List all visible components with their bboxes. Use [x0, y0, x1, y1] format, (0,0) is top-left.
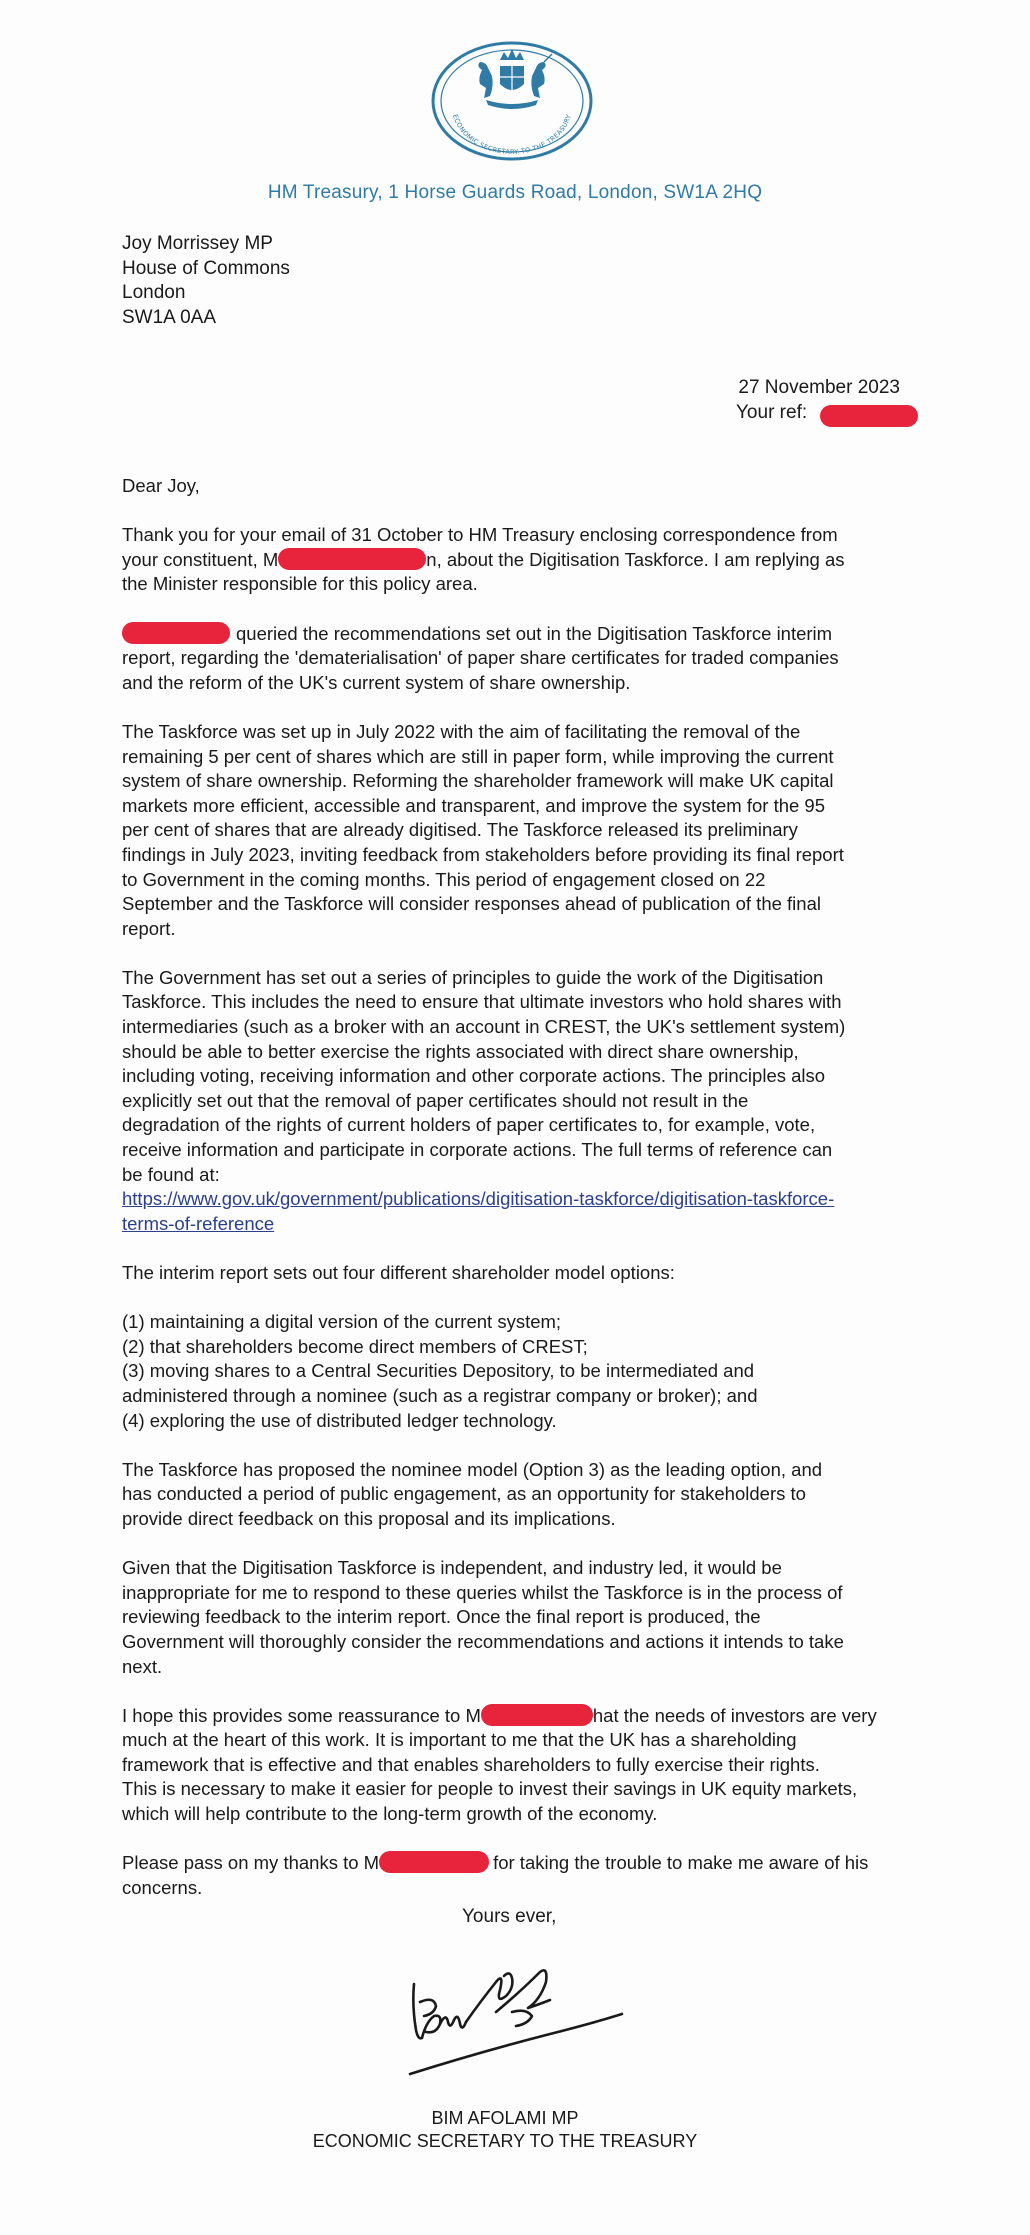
royal-crest-logo — [430, 40, 594, 162]
text-fragment: hat the needs of investors are very — [592, 1704, 877, 1726]
text-line: including voting, receiving information and other corporate actions. The principles also — [122, 1065, 826, 1087]
text-line: much at the heart of this work. It is important to me that the UK has a shareholding — [122, 1729, 797, 1751]
letter-body — [122, 474, 912, 1900]
text-fragment: I hope this provides some reassurance to M — [122, 1704, 481, 1726]
text-fragment: n, about the Digitisation Taskforce. I am replying as — [426, 548, 845, 570]
text-line: The Taskforce has proposed the nominee model (Option 3) as the leading option, and — [122, 1458, 823, 1480]
text-line: remaining 5 per cent of shares which are still in paper form, while improving the current — [122, 745, 834, 767]
text-line: report, regarding the 'dematerialisation' of paper share certificates for traded companies — [122, 647, 839, 669]
date-reference-block — [700, 376, 900, 426]
paragraph — [122, 1458, 912, 1532]
text-line: should be able to better exercise the rights associated with direct share ownership, — [122, 1040, 799, 1062]
text-line — [122, 1851, 912, 1876]
text-line: next. — [122, 1655, 163, 1677]
signatory-block — [0, 2107, 1030, 2153]
text-line: markets more efficient, accessible and transparent, and improve the system for the 95 — [122, 794, 825, 816]
paragraph — [122, 1851, 912, 1900]
recipient-city: London — [122, 282, 186, 303]
paragraph — [122, 622, 912, 696]
paragraph — [122, 966, 912, 1237]
paragraph — [122, 1704, 912, 1827]
text-line: degradation of the rights of current holders of paper certificates to, for example, vote, — [122, 1114, 816, 1136]
reference-label: Your ref: — [736, 401, 808, 423]
text-line: the Minister responsible for this policy area. — [122, 573, 478, 595]
text-line: Given that the Digitisation Taskforce is independent, and industry led, it would be — [122, 1557, 782, 1579]
link-text[interactable]: terms-of-reference — [122, 1212, 275, 1234]
text-line — [122, 1704, 912, 1729]
text-line: system of share ownership. Reforming the shareholder framework will make UK capital — [122, 770, 834, 792]
text-line: reviewing feedback to the interim report. Once the final report is produced, the — [122, 1606, 761, 1628]
text-fragment: for taking the trouble to make me aware of his — [493, 1852, 869, 1874]
text-line: per cent of shares that are already digitised. The Taskforce released its preliminary — [122, 819, 798, 841]
redaction-mark — [122, 622, 230, 644]
salutation: Dear Joy, — [122, 475, 200, 496]
paragraph — [122, 1556, 912, 1679]
text-line: report. — [122, 917, 176, 939]
text-line: which will help contribute to the long-term growth of the economy. — [122, 1803, 658, 1825]
text-fragment: your constituent, M — [122, 548, 279, 570]
terms-of-reference-link[interactable] — [122, 1187, 912, 1212]
redaction-mark — [379, 1851, 489, 1873]
text-line: inappropriate for me to respond to these queries whilst the Taskforce is in the process of — [122, 1581, 843, 1603]
text-fragment: Please pass on my thanks to M — [122, 1852, 380, 1874]
signatory-title: ECONOMIC SECRETARY TO THE TREASURY — [312, 2131, 698, 2151]
list-item: (2) that shareholders become direct members of CREST; — [122, 1335, 588, 1357]
text-line: intermediaries (such as a broker with an account in CREST, the UK's settlement system) — [122, 1016, 846, 1038]
crest-icon — [430, 40, 594, 162]
text-line: Government will thoroughly consider the recommendations and actions it intends to take — [122, 1630, 844, 1652]
text-line: Taskforce. This includes the need to ensure that ultimate investors who hold shares with — [122, 991, 842, 1013]
closing: Yours ever, — [462, 1906, 557, 1927]
text-fragment: queried the recommendations set out in the Digitisation Taskforce interim — [236, 622, 833, 644]
text-line: has conducted a period of public engagement, as an opportunity for stakeholders to — [122, 1483, 806, 1505]
redaction-mark — [481, 1704, 593, 1726]
recipient-name: Joy Morrissey MP — [122, 233, 273, 254]
paragraph — [122, 720, 912, 941]
text-line — [122, 622, 912, 647]
text-line: This is necessary to make it easier for people to invest their savings in UK equity markets, — [122, 1778, 858, 1800]
list-item: (4) exploring the use of distributed ledger technology. — [122, 1409, 557, 1431]
recipient-address-block — [122, 232, 290, 330]
text-line: Thank you for your email of 31 October to HM Treasury enclosing correspondence from — [122, 524, 838, 546]
recipient-postcode: SW1A 0AA — [122, 306, 216, 328]
terms-of-reference-link-continued[interactable] — [122, 1212, 912, 1237]
text-line: The Government has set out a series of principles to guide the work of the Digitisation — [122, 966, 824, 988]
redaction-mark — [278, 548, 426, 570]
text-line: findings in July 2023, inviting feedback from stakeholders before providing its final report — [122, 843, 844, 865]
text-line: and the reform of the UK's current system of share ownership. — [122, 671, 631, 693]
text-line: framework that is effective and that enables shareholders to fully exercise their rights. — [122, 1753, 820, 1775]
sender-address: HM Treasury, 1 Horse Guards Road, London, SW1A 2HQ — [267, 182, 763, 203]
text-line — [122, 548, 912, 573]
list-item: administered through a nominee (such as a registrar company or broker); and — [122, 1384, 758, 1406]
text-line: explicitly set out that the removal of paper certificates should not result in the — [122, 1089, 749, 1111]
letter-date: 27 November 2023 — [738, 377, 900, 398]
text-line: concerns. — [122, 1876, 203, 1898]
signatory-name: BIM AFOLAMI MP — [431, 2108, 579, 2128]
options-list — [122, 1310, 912, 1433]
reference-row — [700, 401, 900, 426]
text-line: The Taskforce was set up in July 2022 with the aim of facilitating the removal of the — [122, 720, 801, 742]
link-text[interactable]: https://www.gov.uk/government/publications/digitisation-taskforce/digitisation-taskforce- — [122, 1188, 835, 1210]
redaction-mark — [820, 405, 918, 427]
text-line: September and the Taskforce will consider responses ahead of publication of the final — [122, 893, 821, 915]
text-line: receive information and participate in corporate actions. The full terms of reference can — [122, 1139, 833, 1161]
recipient-line: House of Commons — [122, 257, 290, 279]
list-item: (3) moving shares to a Central Securities Depository, to be intermediated and — [122, 1360, 755, 1382]
paragraph: The interim report sets out four different shareholder model options: — [122, 1262, 675, 1283]
list-item: (1) maintaining a digital version of the current system; — [122, 1311, 562, 1333]
signature-icon — [400, 1942, 630, 2092]
crest-text: ECONOMIC SECRETARY TO THE TREASURY — [451, 113, 573, 157]
paragraph — [122, 523, 912, 597]
handwritten-signature — [400, 1942, 630, 2092]
text-line: be found at: — [122, 1163, 220, 1185]
text-line: provide direct feedback on this proposal and its implications. — [122, 1507, 616, 1529]
text-line: to Government in the coming months. This period of engagement closed on 22 — [122, 868, 766, 890]
